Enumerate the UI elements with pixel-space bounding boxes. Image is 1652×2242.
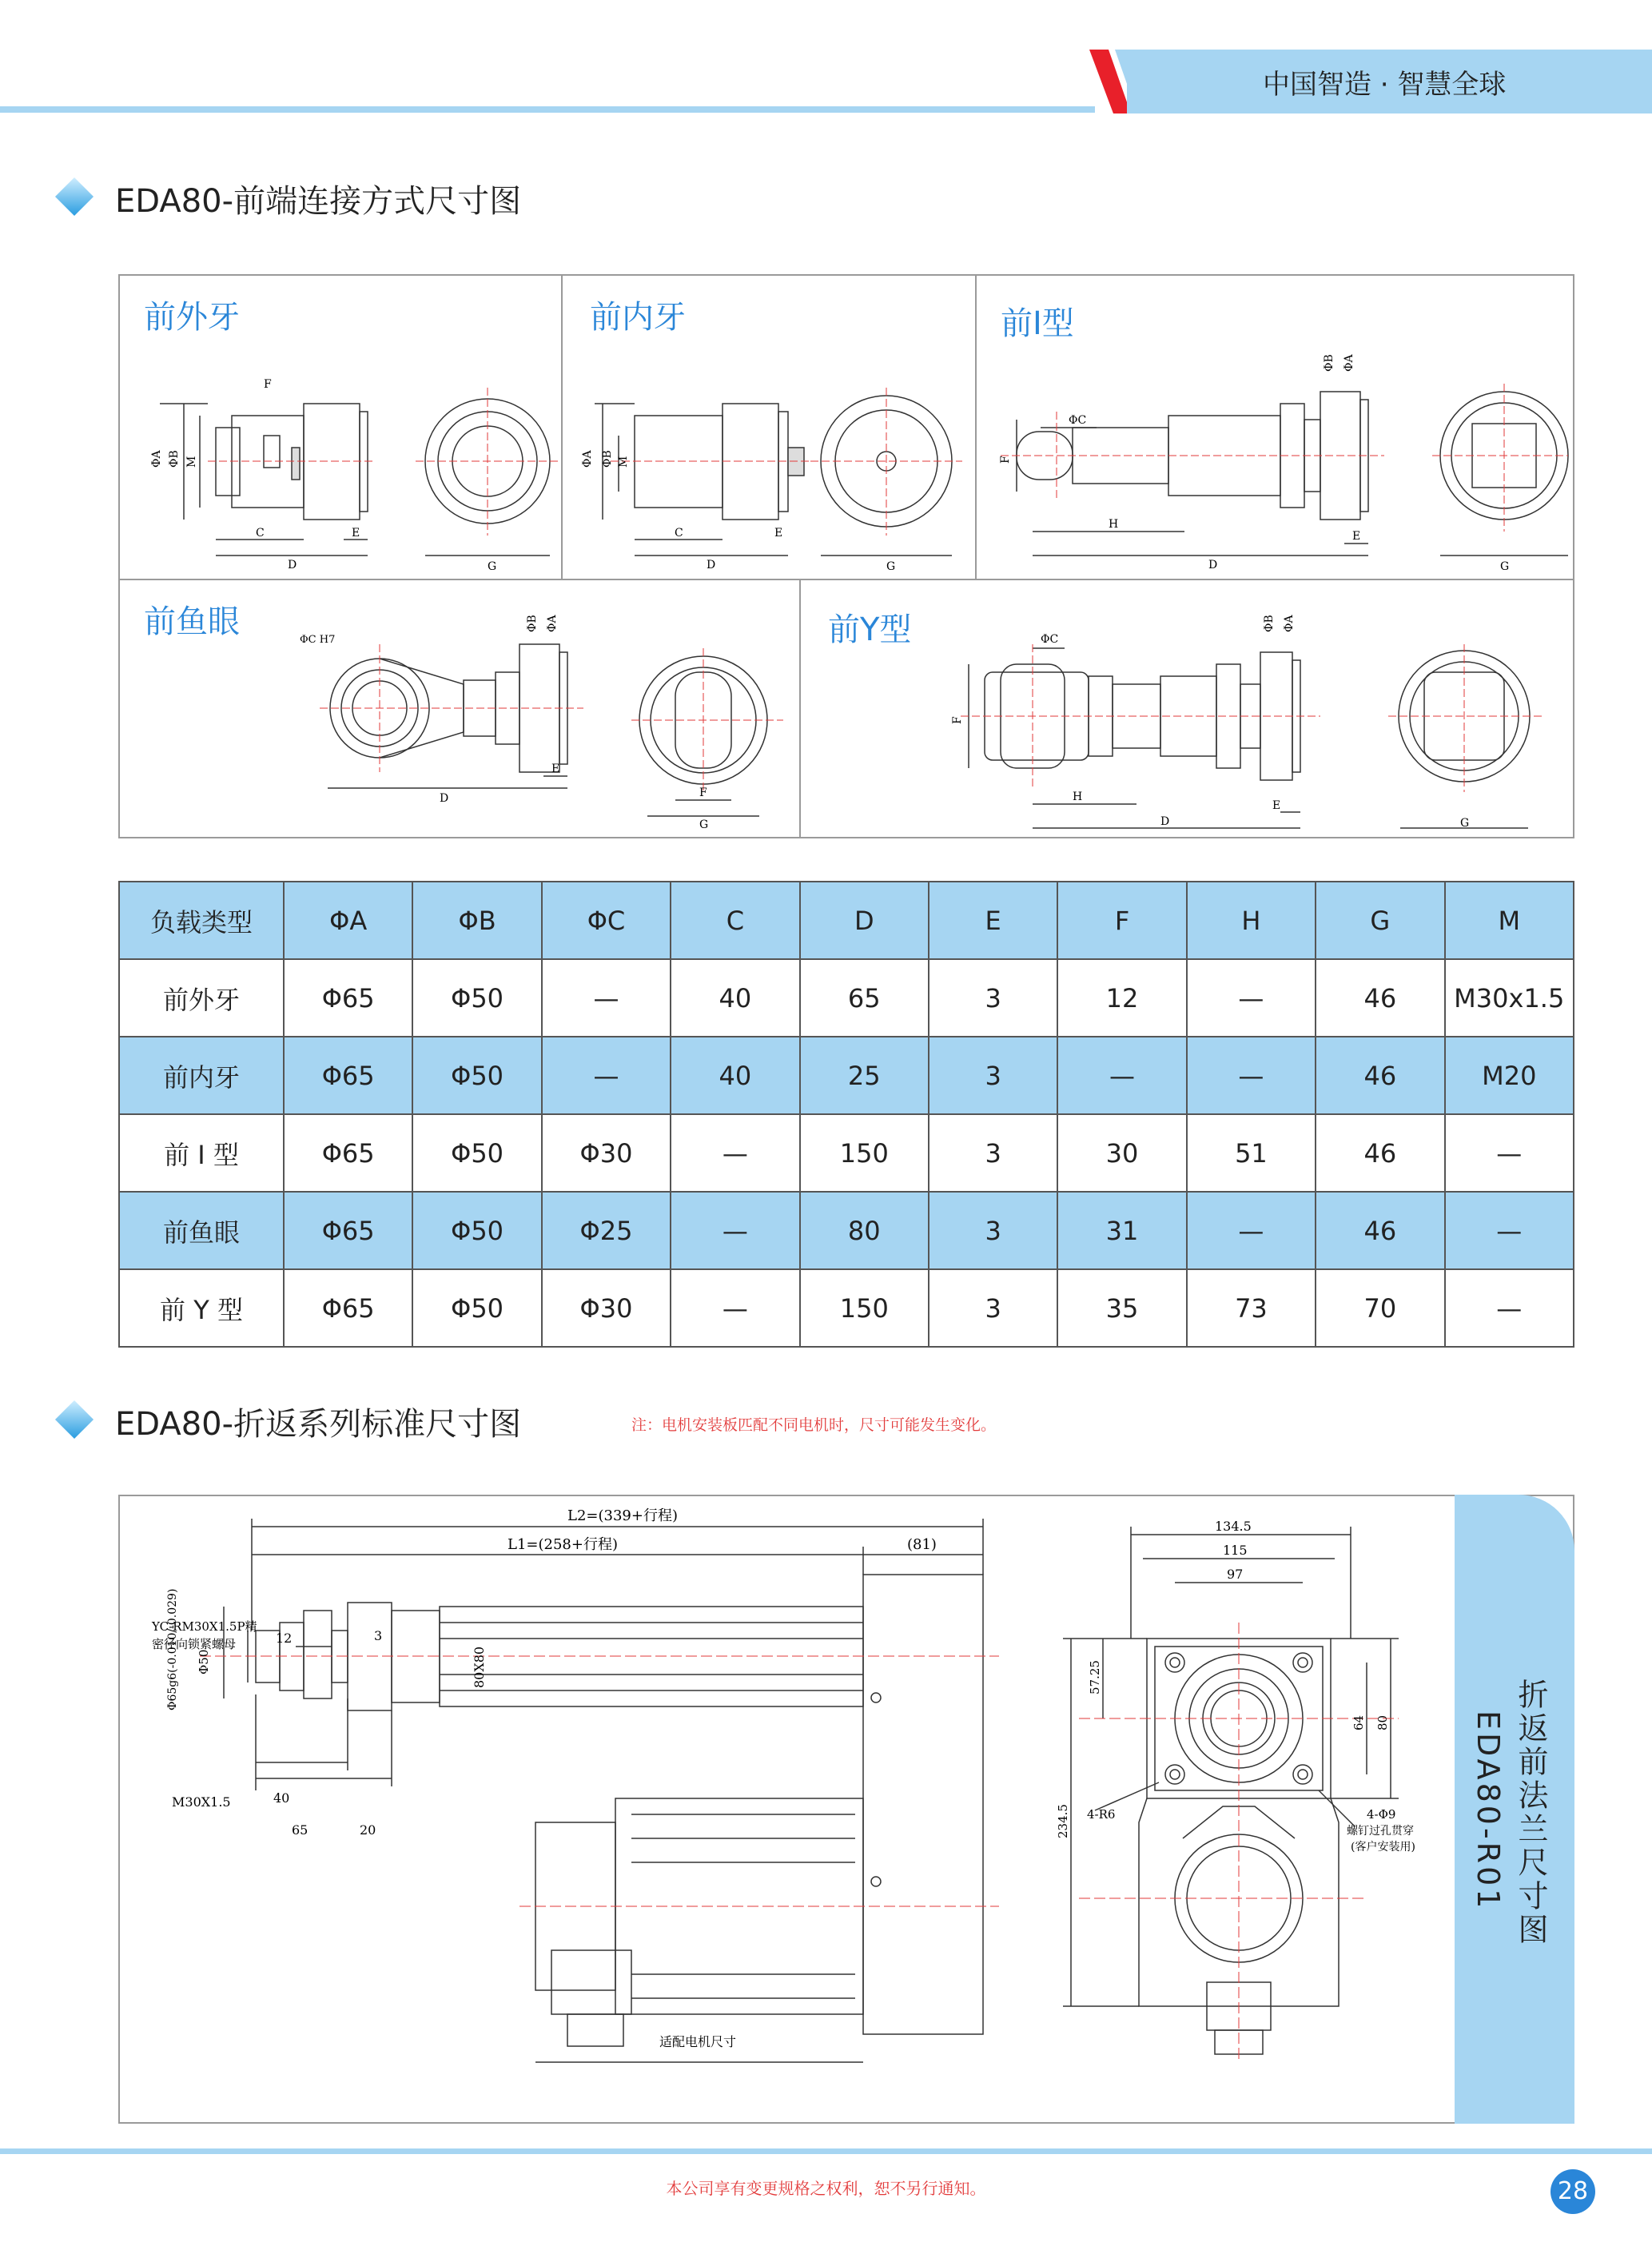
dim-c-label: ΦC (1069, 414, 1087, 427)
table-cell: — (1445, 1269, 1574, 1347)
table-cell: 前 I 型 (119, 1114, 284, 1192)
dim-97: 97 (1227, 1567, 1244, 1582)
header-rule (0, 106, 1095, 113)
dim-m-label: M (617, 456, 630, 468)
dim-81: (81) (907, 1536, 937, 1553)
dim-d-label: D (707, 559, 716, 571)
table-cell: — (542, 1037, 671, 1114)
dim-e-label: E (774, 527, 783, 540)
nut-label-2: 密径向锁紧螺母 (152, 1637, 237, 1651)
table-row (119, 1192, 1574, 1269)
table-header-cell: D (800, 882, 929, 959)
dim-a-label: ΦA (581, 450, 594, 468)
spec-table (118, 881, 1574, 1348)
dim-65: 65 (292, 1822, 309, 1838)
section2-note: 注：电机安装板匹配不同电机时，尺寸可能发生变化。 (631, 1416, 997, 1434)
dim-b-label: ΦB (1323, 354, 1336, 372)
dim-m30: M30X1.5 (172, 1794, 231, 1810)
table-cell: 前 Y 型 (119, 1269, 284, 1347)
table-cell: Φ50 (412, 959, 541, 1037)
dim-57-25: 57.25 (1088, 1660, 1102, 1694)
panel-inner-thread (561, 274, 977, 580)
table-cell: — (671, 1114, 799, 1192)
table-header-cell: ΦA (284, 882, 412, 959)
dim-115: 115 (1223, 1543, 1248, 1558)
diamond-icon (55, 1400, 94, 1439)
dim-12: 12 (276, 1631, 293, 1646)
table-cell: — (1057, 1037, 1186, 1114)
dim-20: 20 (360, 1822, 376, 1838)
table-cell: M20 (1445, 1037, 1574, 1114)
table-header-cell: ΦB (412, 882, 541, 959)
table-cell: — (542, 959, 671, 1037)
table-cell: 3 (929, 1037, 1057, 1114)
table-cell: 46 (1316, 959, 1444, 1037)
table-cell: 3 (929, 959, 1057, 1037)
table-cell: — (671, 1269, 799, 1347)
dim-l2: L2=(339+行程) (567, 1507, 678, 1524)
dim-l1: L1=(258+行程) (508, 1536, 618, 1553)
i-type-drawing (993, 340, 1568, 575)
dim-g-label: G (1500, 560, 1510, 573)
dim-g-label: G (488, 560, 497, 573)
table-cell: — (1187, 1192, 1316, 1269)
table-cell: 3 (929, 1114, 1057, 1192)
footer-notice: 本公司享有变更规格之权利，恕不另行通知。 (666, 2179, 986, 2198)
table-cell: — (1187, 959, 1316, 1037)
dim-m-label: M (185, 456, 198, 468)
table-header-cell: F (1057, 882, 1186, 959)
table-cell: 150 (800, 1269, 929, 1347)
motor-label: 适配电机尺寸 (659, 2034, 737, 2049)
dim-234-5: 234.5 (1056, 1804, 1070, 1838)
section2-title: EDA80-折返系列标准尺寸图 (115, 1406, 522, 1443)
table-cell: 25 (800, 1037, 929, 1114)
table-cell: — (671, 1192, 799, 1269)
panel-fisheye-title: 前鱼眼 (144, 603, 240, 640)
dim-h-label: H (1073, 790, 1083, 803)
table-cell: 150 (800, 1114, 929, 1192)
table-header-cell: ΦC (542, 882, 671, 959)
panel-inner-thread-title: 前内牙 (590, 299, 686, 336)
dim-a-label: ΦA (1283, 615, 1296, 632)
side-tab-title: 折返前法兰尺寸图 (1513, 1679, 1548, 1947)
table-cell: 51 (1187, 1114, 1316, 1192)
table-cell: 12 (1057, 959, 1186, 1037)
table-cell: 40 (671, 1037, 799, 1114)
dim-c-label: C (675, 527, 683, 540)
table-cell: Φ50 (412, 1269, 541, 1347)
dim-c-label: C (256, 527, 265, 540)
dim-d-label: D (440, 792, 449, 805)
table-cell: 70 (1316, 1269, 1444, 1347)
dim-4-r6: 4-R6 (1087, 1807, 1116, 1822)
dim-g-label: G (886, 560, 896, 573)
table-header-cell: M (1445, 882, 1574, 959)
dim-4-phi9: 4-Φ9 (1367, 1807, 1396, 1822)
table-cell: Φ25 (542, 1192, 671, 1269)
panel-outer-thread (118, 274, 563, 580)
dim-c-h7-label: ΦC H7 (300, 634, 336, 646)
bolt-note-2: (客户安装用) (1351, 1841, 1415, 1854)
table-cell: 46 (1316, 1192, 1444, 1269)
dim-b-label: ΦB (168, 450, 181, 468)
dim-f-label: F (699, 786, 707, 799)
panel-i-type-title: 前I型 (1001, 305, 1074, 342)
panel-y-type-title: 前Y型 (828, 611, 912, 648)
outer-thread-drawing (136, 348, 551, 571)
table-cell: Φ50 (412, 1192, 541, 1269)
table-row (119, 1269, 1574, 1347)
dim-b-label: ΦB (601, 450, 614, 468)
table-cell: 3 (929, 1192, 1057, 1269)
bolt-note-1: 螺钉过孔贯穿 (1347, 1825, 1414, 1838)
dim-40: 40 (273, 1790, 290, 1806)
table-header-row (119, 882, 1574, 959)
panel-i-type (975, 274, 1574, 580)
table-cell: 35 (1057, 1269, 1186, 1347)
table-cell: Φ65 (284, 1269, 412, 1347)
side-tab-model: EDA80-R01 (1471, 1710, 1506, 1912)
slogan: 中国智造 · 智慧全球 (1263, 69, 1507, 101)
dim-f-label: F (999, 456, 1012, 464)
table-cell: Φ30 (542, 1269, 671, 1347)
panel-y-type (799, 579, 1574, 838)
page-number: 28 (1550, 2169, 1595, 2214)
table-cell: 前鱼眼 (119, 1192, 284, 1269)
dim-f-label: F (264, 378, 272, 391)
table-cell: 65 (800, 959, 929, 1037)
table-cell: 前内牙 (119, 1037, 284, 1114)
table-cell: Φ50 (412, 1037, 541, 1114)
panel-fisheye (118, 579, 801, 838)
dim-a-label: ΦA (1343, 354, 1355, 372)
table-cell: 前外牙 (119, 959, 284, 1037)
dim-80: 80 (1375, 1714, 1390, 1730)
dim-80x80: 80X80 (472, 1646, 487, 1688)
table-header-cell: H (1187, 882, 1316, 959)
table-header-cell: C (671, 882, 799, 959)
dim-h-label: H (1109, 518, 1119, 531)
diamond-icon (55, 177, 94, 216)
table-header-cell: 负载类型 (119, 882, 284, 959)
dim-d-label: D (288, 559, 297, 571)
fisheye-drawing (280, 596, 791, 836)
table-row (119, 959, 1574, 1037)
dim-e-label: E (1272, 799, 1281, 812)
dim-c-label: ΦC (1041, 633, 1059, 646)
dim-a-label: ΦA (546, 615, 559, 632)
nut-label-1: YC-RM30X1.5P精 (152, 1619, 257, 1634)
table-cell: — (1445, 1192, 1574, 1269)
dim-phi50: Φ50 (197, 1649, 211, 1675)
table-cell: Φ65 (284, 1114, 412, 1192)
dim-a-label: ΦA (150, 450, 163, 468)
section1-title: EDA80-前端连接方式尺寸图 (115, 183, 522, 220)
table-cell: — (1445, 1114, 1574, 1192)
panel-outer-thread-title: 前外牙 (144, 299, 240, 336)
table-cell: 40 (671, 959, 799, 1037)
dim-e-label: E (1352, 530, 1361, 543)
table-cell: — (1187, 1037, 1316, 1114)
table-row (119, 1037, 1574, 1114)
dim-64: 64 (1351, 1714, 1366, 1730)
table-cell: 80 (800, 1192, 929, 1269)
table-header-cell: G (1316, 882, 1444, 959)
folded-drawing (120, 1503, 1451, 2118)
table-cell: 46 (1316, 1114, 1444, 1192)
dim-e-label: E (352, 527, 360, 540)
table-cell: M30x1.5 (1445, 959, 1574, 1037)
table-cell: Φ50 (412, 1114, 541, 1192)
table-cell: 3 (929, 1269, 1057, 1347)
table-cell: 31 (1057, 1192, 1186, 1269)
inner-thread-drawing (571, 348, 970, 571)
dim-f-label: F (951, 716, 964, 724)
dim-d-label: D (1208, 559, 1218, 571)
dim-d-label: D (1160, 815, 1170, 828)
footer-rule (0, 2148, 1652, 2154)
dim-65g6: Φ65g6(-0.010/-0.029) (166, 1588, 179, 1710)
dim-g-label: G (699, 818, 709, 831)
table-cell: Φ30 (542, 1114, 671, 1192)
table-cell: Φ65 (284, 959, 412, 1037)
table-cell: Φ65 (284, 1037, 412, 1114)
table-header-cell: E (929, 882, 1057, 959)
dim-3: 3 (374, 1628, 383, 1643)
table-row (119, 1114, 1574, 1192)
table-cell: 46 (1316, 1037, 1444, 1114)
y-type-drawing (953, 596, 1568, 836)
table-cell: 73 (1187, 1269, 1316, 1347)
dim-e-label: E (551, 763, 560, 775)
dim-g-label: G (1460, 817, 1470, 830)
dim-134-5: 134.5 (1215, 1519, 1252, 1534)
table-cell: 30 (1057, 1114, 1186, 1192)
dim-b-label: ΦB (526, 615, 539, 632)
dim-b-label: ΦB (1263, 615, 1276, 632)
table-cell: Φ65 (284, 1192, 412, 1269)
